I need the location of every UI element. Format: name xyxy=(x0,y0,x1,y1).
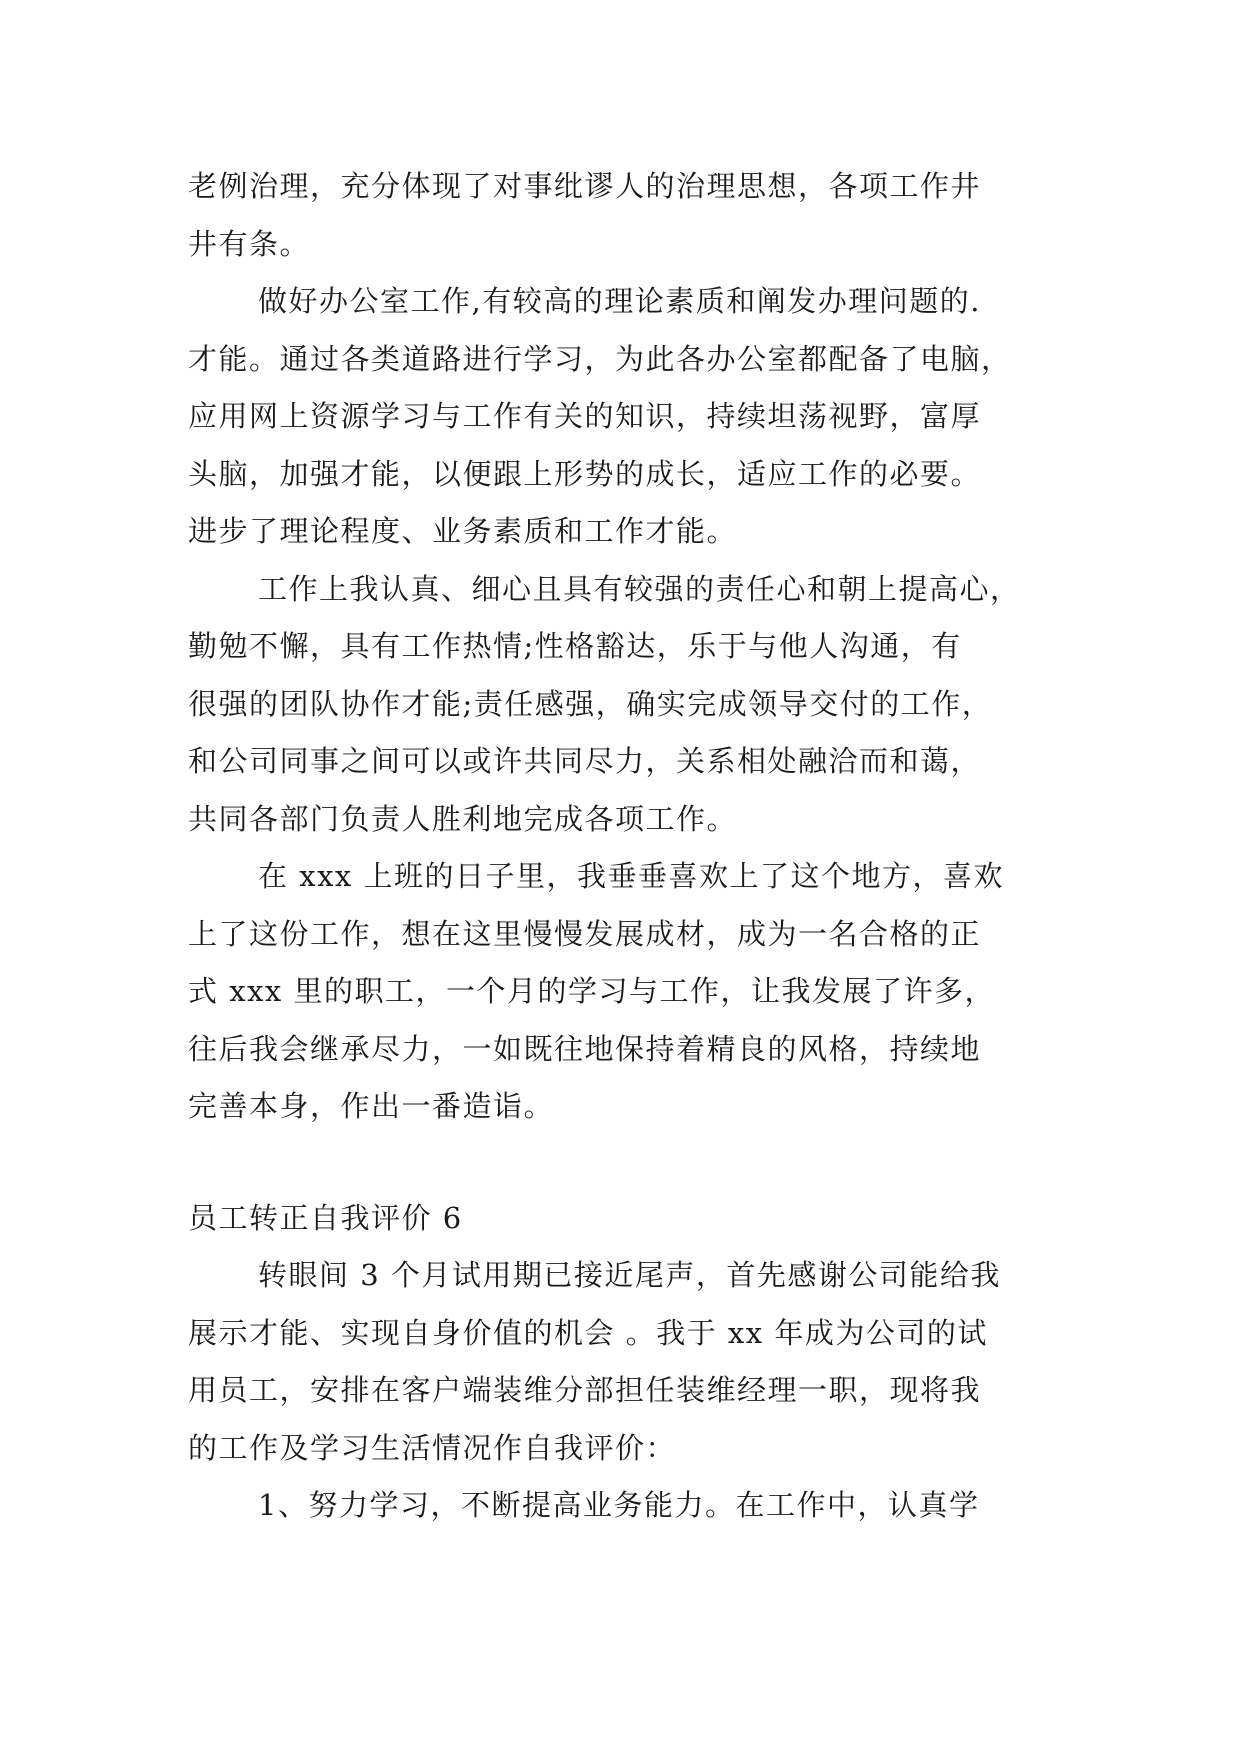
document-body xyxy=(188,158,1054,1535)
text-line: 上了这份工作，想在这里慢慢发展成材，成为一名合格的正 xyxy=(188,916,982,951)
section-paragraph-2 xyxy=(188,1477,1054,1535)
text-line: 工作上我认真、细心且具有较强的责任心和朝上提高心， xyxy=(258,571,1021,606)
section-heading: 员工转正自我评价 6 xyxy=(188,1200,463,1235)
text-line: 做好办公室工作,有较高的理论素质和阐发办理问题的. xyxy=(258,284,981,318)
text-line: 老例治理，充分体现了对事纰谬人的治理思想，各项工作井 xyxy=(188,169,982,203)
text-line: 完善本身，作出一番造诣。 xyxy=(188,1089,555,1123)
text-line: 往后我会继承尽力，一如既往地保持着精良的风格，持续地 xyxy=(188,1031,982,1066)
text-line: 的工作及学习生活情况作自我评价： xyxy=(188,1430,677,1465)
text-line: 应用网上资源学习与工作有关的知识，持续坦荡视野，富厚 xyxy=(188,399,982,433)
text-line: 和公司同事之间可以或许共同尽力，关系相处融洽而和蔼， xyxy=(188,744,982,778)
text-line: 转眼间 3 个月试用期已接近尾声，首先感谢公司能给我 xyxy=(258,1258,1001,1292)
text-line: 很强的团队协作才能;责任感强，确实完成领导交付的工作， xyxy=(188,686,993,721)
paragraph-2 xyxy=(188,273,1054,561)
section-gap xyxy=(188,1136,1054,1190)
section-paragraph-1 xyxy=(188,1247,1054,1477)
text-line: 用员工，安排在客户端装维分部担任装维经理一职，现将我 xyxy=(188,1373,982,1407)
text-line: 共同各部门负责人胜利地完成各项工作。 xyxy=(188,801,738,836)
text-line: 井有条。 xyxy=(188,226,311,261)
text-line: 在 xxx 上班的日子里，我垂垂喜欢上了这个地方，喜欢 xyxy=(258,859,1005,893)
text-line: 式 xxx 里的职工，一个月的学习与工作，让我发展了许多， xyxy=(188,974,996,1008)
paragraph-3 xyxy=(188,561,1054,849)
text-line: 才能。通过各类道路进行学习，为此各办公室都配备了电脑， xyxy=(188,341,1012,376)
paragraph-4 xyxy=(188,848,1054,1136)
text-line: 1、努力学习，不断提高业务能力。在工作中，认真学 xyxy=(258,1488,980,1522)
text-line: 进步了理论程度、业务素质和工作才能。 xyxy=(188,514,738,548)
text-line: 头脑，加强才能，以便跟上形势的成长，适应工作的必要。 xyxy=(188,456,982,491)
paragraph-1 xyxy=(188,158,1054,273)
text-line: 勤勉不懈，具有工作热情;性格豁达，乐于与他人沟通，有 xyxy=(188,629,962,663)
text-line: 展示才能、实现自身价值的机会 。我于 xx 年成为公司的试 xyxy=(188,1315,988,1350)
